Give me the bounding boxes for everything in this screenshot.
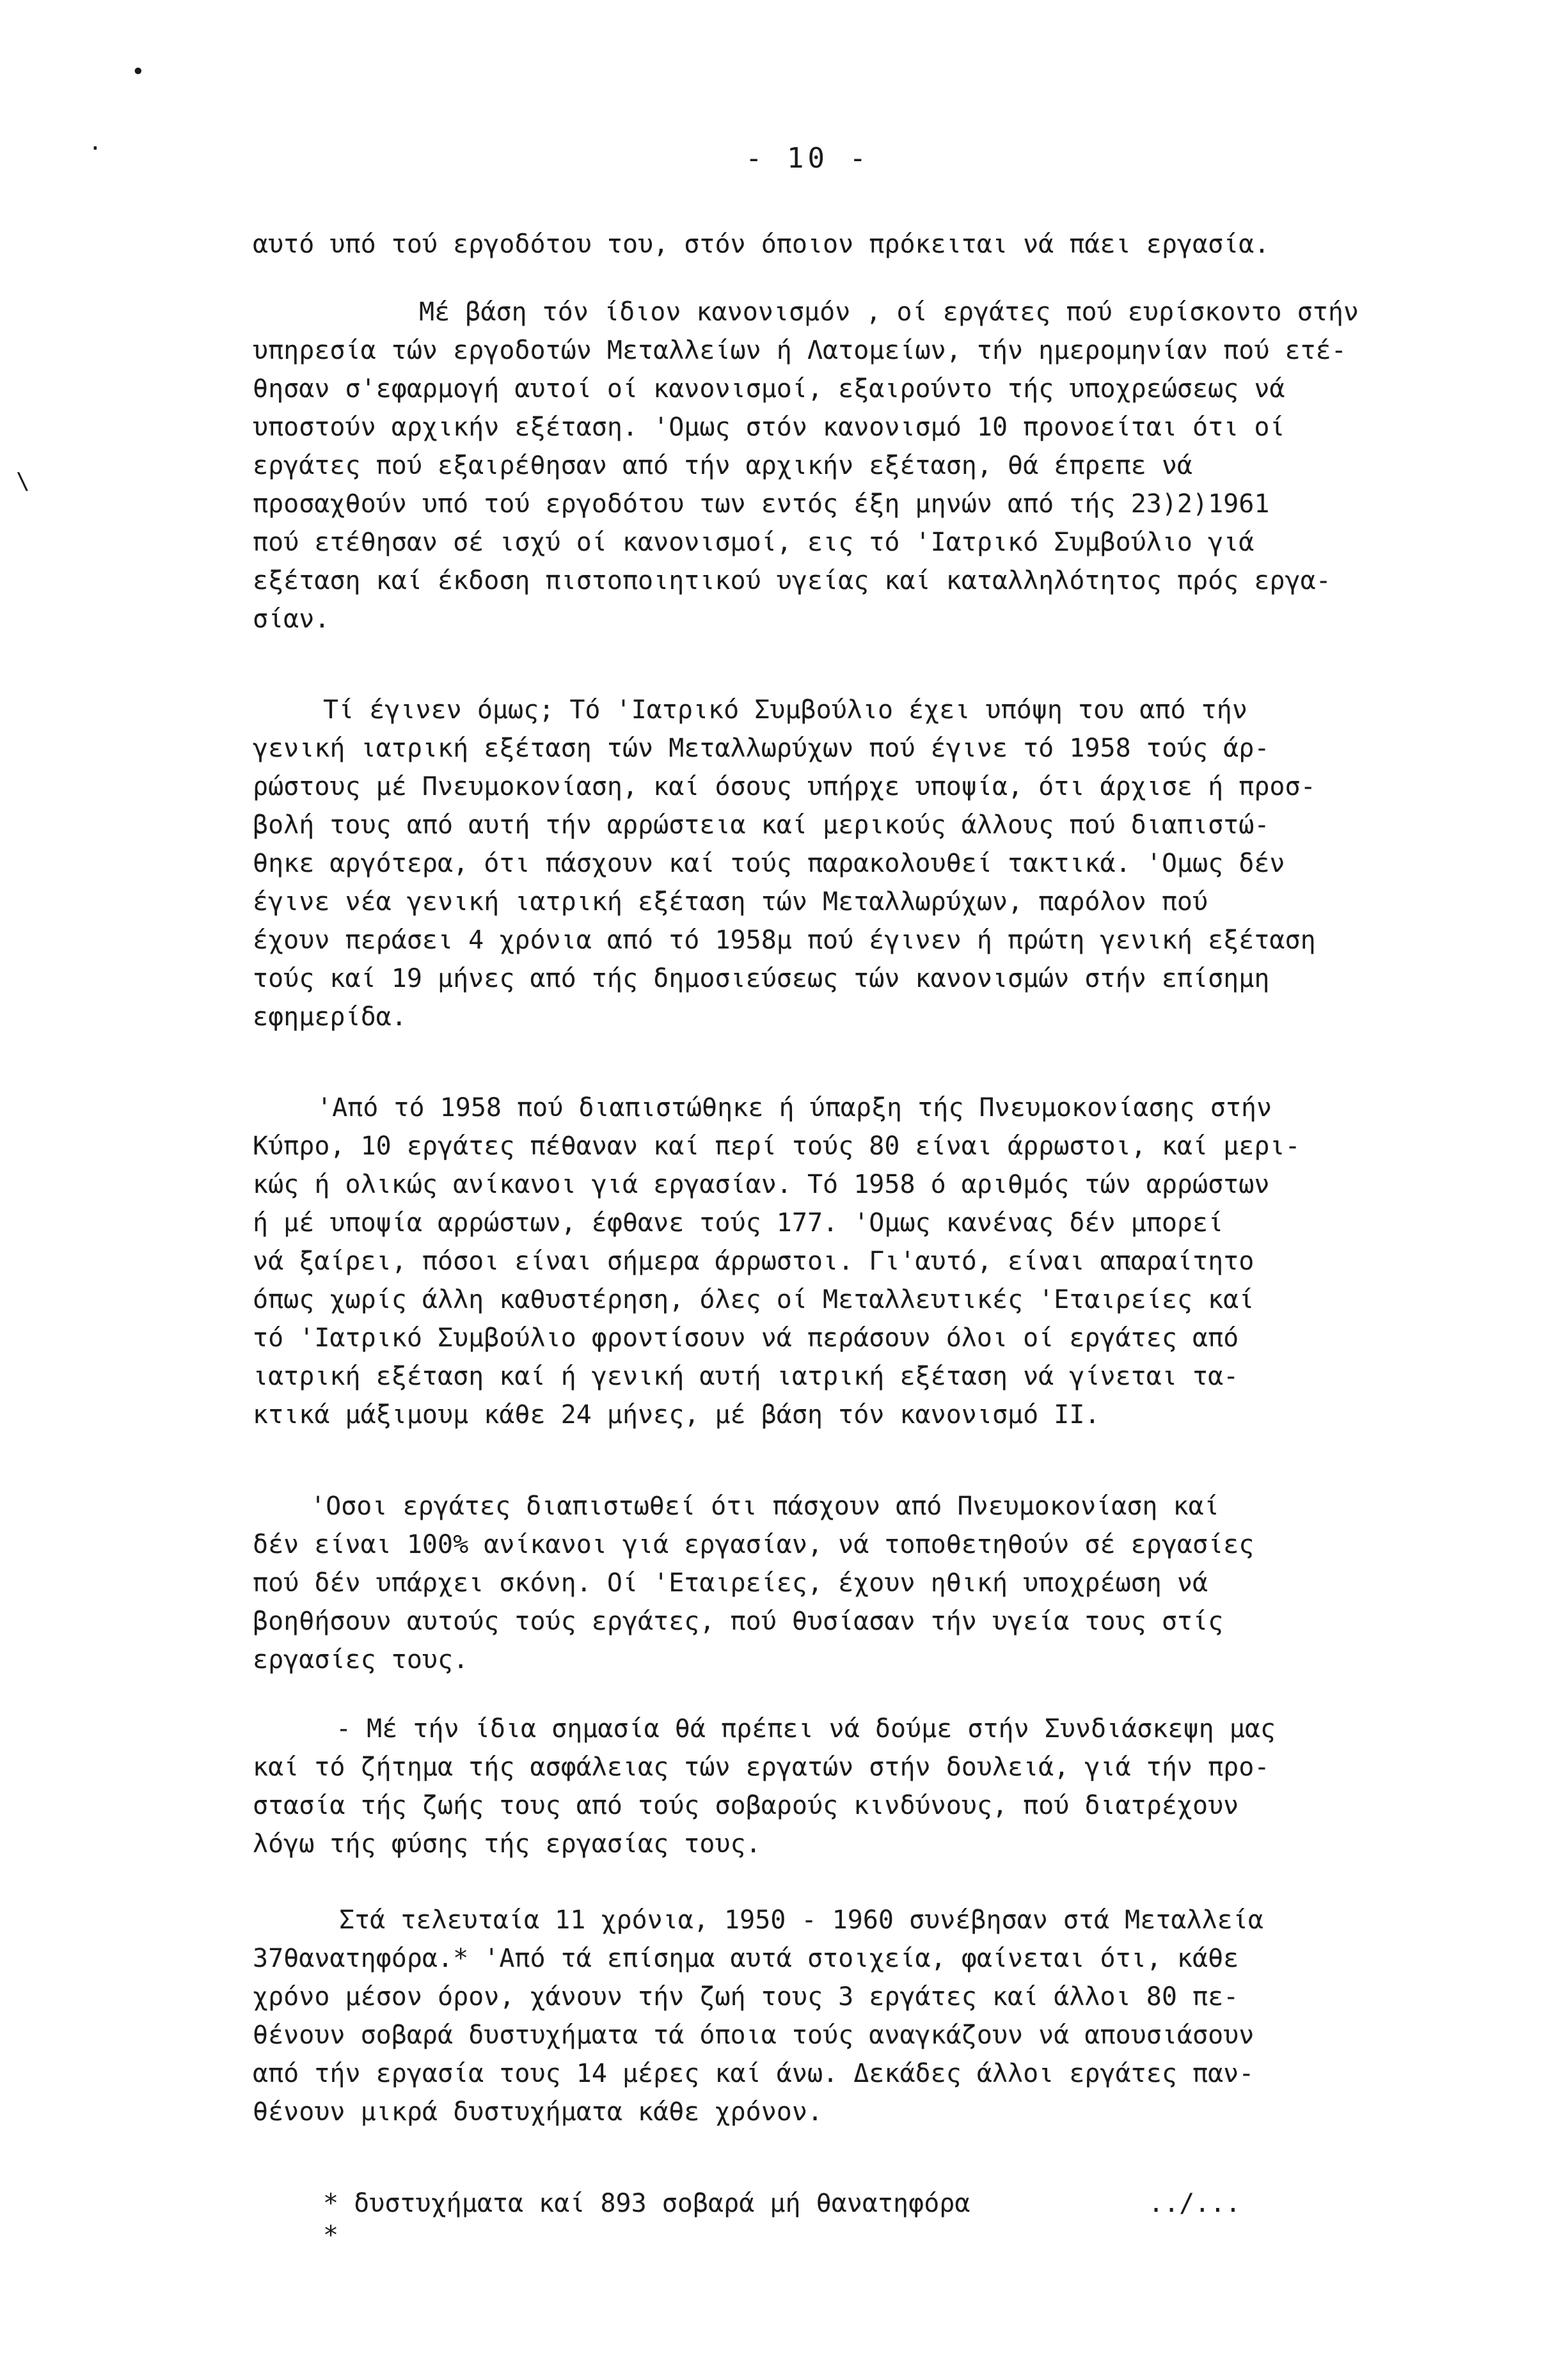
text-line: 37θανατηφόρα.* 'Από τά επίσημα αυτά στοιχεία, φαίνεται ότι, κάθε [253, 1944, 1239, 1973]
text-line: Κύπρο, 10 εργάτες πέθαναν καί περί τούς 80 είναι άρρωστοι, καί μερι- [253, 1131, 1301, 1161]
text-line: δέν είναι 100% ανίκανοι γιά εργασίαν, νά τοποθετηθούν σέ εργασίες [253, 1530, 1255, 1559]
text-line: εφημερίδα. [253, 1002, 407, 1032]
text-line: βοηθήσουν αυτούς τούς εργάτες, πού θυσίασαν τήν υγεία τους στίς [253, 1607, 1224, 1636]
text-line: πού ετέθησαν σέ ισχύ οί κανονισμοί, εις τό 'Ιατρικό Συμβούλιο γιά [253, 528, 1255, 557]
text-line: κτικά μάξιμουμ κάθε 24 μήνες, μέ βάση τόν κανονισμό II. [253, 1400, 1100, 1430]
text-line: υποστούν αρχικήν εξέταση. 'Ομως στόν κανονισμό 10 προνοείται ότι οί [253, 413, 1285, 442]
text-line: θένουν σοβαρά δυστυχήματα τά όποια τούς αναγκάζουν νά απουσιάσουν [253, 2021, 1255, 2050]
text-line: 'Οσοι εργάτες διαπιστωθεί ότι πάσχουν από Πνευμοκονίαση καί [310, 1492, 1219, 1521]
text-line: Στά τελευταία 11 χρόνια, 1950 - 1960 συνέβησαν στά Μεταλλεία [339, 1905, 1263, 1935]
text-line: 'Από τό 1958 πού διαπιστώθηκε ή ύπαρξη τής Πνευμοκονίασης στήν [317, 1093, 1272, 1123]
text-line: χρόνο μέσον όρον, χάνουν τήν ζωή τους 3 εργάτες καί άλλοι 80 πε- [253, 1982, 1239, 2012]
text-line: καί τό ζήτημα τής ασφάλειας τών εργατών στήν δουλειά, γιά τήν προ- [253, 1753, 1270, 1782]
text-line: τούς καί 19 μήνες από τής δημοσιεύσεως τών κανονισμών στήν επίσημη [253, 964, 1270, 993]
paragraph-2 [253, 691, 1417, 1036]
text-line: κώς ή ολικώς ανίκανοι γιά εργασίαν. Τό 1958 ό αριθμός τών αρρώστων [253, 1170, 1270, 1199]
page-number: - 10 - [745, 142, 870, 175]
paragraph-6 [253, 1901, 1417, 2131]
text-line: εξέταση καί έκδοση πιστοποιητικού υγείας καί καταλληλότητος πρός εργα- [253, 566, 1331, 595]
text-line: ρώστους μέ Πνευμοκονίαση, καί όσους υπήρχε υποψία, ότι άρχισε ή προσ- [253, 772, 1316, 801]
footnote: * δυστυχήματα καί 893 σοβαρά μή θανατηφόρα [323, 2189, 970, 2218]
text-line: έχουν περάσει 4 χρόνια από τό 1958μ πού έγινεν ή πρώτη γενική εξέταση [253, 926, 1316, 955]
text-line: όπως χωρίς άλλη καθυστέρηση, όλες οί Μεταλλευτικές 'Εταιρείες καί [253, 1285, 1255, 1314]
continuation-marker: ../... [1148, 2189, 1241, 2218]
margin-speck: • [131, 59, 145, 85]
text-line: ιατρική εξέταση καί ή γενική αυτή ιατρική εξέταση νά γίνεται τα- [253, 1362, 1239, 1391]
text-line: θησαν σ'εφαρμογή αυτοί οί κανονισμοί, εξαιρούντο τής υποχρεώσεως νά [253, 374, 1285, 404]
paragraph-3 [253, 1089, 1417, 1434]
text-line: εργασίες τους. [253, 1645, 469, 1675]
paragraph-4 [253, 1487, 1417, 1679]
text-line: πού δέν υπάρχει σκόνη. Οί 'Εταιρείες, έχουν ηθική υποχρέωση νά [253, 1568, 1208, 1598]
text-line: προσαχθούν υπό τού εργοδότου των εντός έξη μηνών από τής 23)2)1961 [253, 489, 1270, 519]
text-line: υπηρεσία τών εργοδοτών Μεταλλείων ή Λατομείων, τήν ημερομηνίαν πού ετέ- [253, 336, 1347, 365]
text-line: λόγω τής φύσης τής εργασίας τους. [253, 1829, 761, 1859]
text-line: τό 'Ιατρικό Συμβούλιο φροντίσουν νά περάσουν όλοι οί εργάτες από [253, 1323, 1239, 1353]
text-line: ή μέ υποψία αρρώστων, έφθανε τούς 177. 'Ομως κανένας δέν μπορεί [253, 1208, 1224, 1238]
text-line: - Μέ τήν ίδια σημασία θά πρέπει νά δούμε στήν Συνδιάσκεψη μας [336, 1714, 1276, 1744]
opening-line: αυτό υπό τού εργοδότου του, στόν όποιον πρόκειται νά πάει εργασία. [253, 230, 1270, 259]
text-line: εργάτες πού εξαιρέθησαν από τήν αρχικήν εξέταση, θά έπρεπε νά [253, 451, 1193, 480]
paragraph-5 [253, 1710, 1417, 1863]
text-line: θηκε αργότερα, ότι πάσχουν καί τούς παρακολουθεί τακτικά. 'Ομως δέν [253, 849, 1285, 878]
text-line: βολή τους από αυτή τήν αρρώστεια καί μερικούς άλλους πού διαπιστώ- [253, 810, 1270, 840]
text-line: γενική ιατρική εξέταση τών Μεταλλωρύχων πού έγινε τό 1958 τούς άρ- [253, 734, 1270, 763]
footnote-mark: * [323, 2221, 339, 2250]
text-line: νά ξαίρει, πόσοι είναι σήμερα άρρωστοι. Γι'αυτό, είναι απαραίτητο [253, 1247, 1255, 1276]
text-line: Μέ βάση τόν ίδιον κανονισμόν , οί εργάτες πού ευρίσκοντο στήν [419, 297, 1359, 327]
text-line: από τήν εργασία τους 14 μέρες καί άνω. Δεκάδες άλλοι εργάτες παν- [253, 2059, 1255, 2088]
text-line: θένουν μικρά δυστυχήματα κάθε χρόνον. [253, 2097, 823, 2127]
paragraph-1 [253, 293, 1417, 638]
text-line: στασία τής ζωής τους από τούς σοβαρούς κινδύνους, πού διατρέχουν [253, 1791, 1239, 1820]
text-line: Τί έγινεν όμως; Τό 'Ιατρικό Συμβούλιο έχει υπόψη του από τήν [323, 695, 1247, 725]
text-line: σίαν. [253, 604, 330, 634]
text-line: έγινε νέα γενική ιατρική εξέταση τών Μεταλλωρύχων, παρόλον πού [253, 887, 1208, 917]
margin-speck: · [88, 136, 102, 162]
margin-speck: \ [16, 468, 30, 494]
